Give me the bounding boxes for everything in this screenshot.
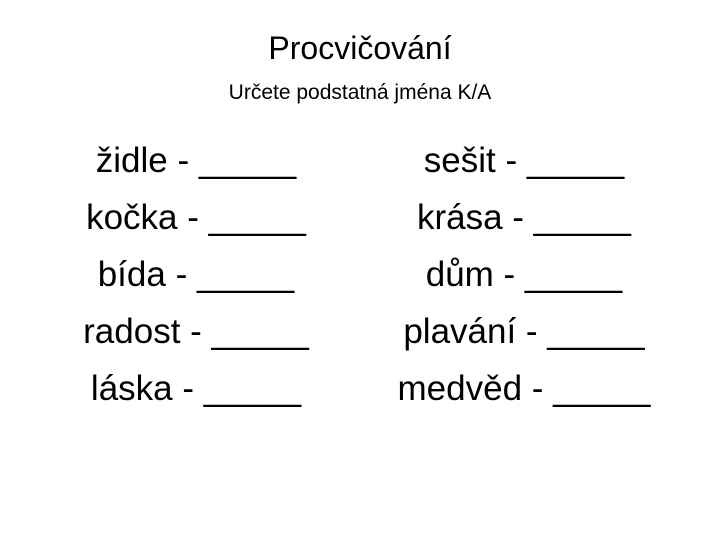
exercise-item: medvěd - _____ (397, 369, 651, 408)
left-word-column (36, 132, 356, 417)
right-word-column (364, 132, 684, 417)
exercise-item: radost - _____ (83, 312, 309, 351)
exercise-item: kočka - _____ (86, 198, 306, 237)
slide-title: Procvičování (268, 30, 452, 66)
exercise-item: krása - _____ (416, 198, 632, 237)
exercise-item: židle - _____ (95, 141, 297, 180)
exercise-item: bída - _____ (97, 255, 295, 294)
slide-subtitle: Určete podstatná jména K/A (228, 81, 492, 104)
exercise-item: dům - _____ (425, 255, 623, 294)
exercise-item: plavání - _____ (403, 312, 645, 351)
exercise-item: sešit - _____ (423, 141, 625, 180)
exercise-item: láska - _____ (90, 369, 302, 408)
